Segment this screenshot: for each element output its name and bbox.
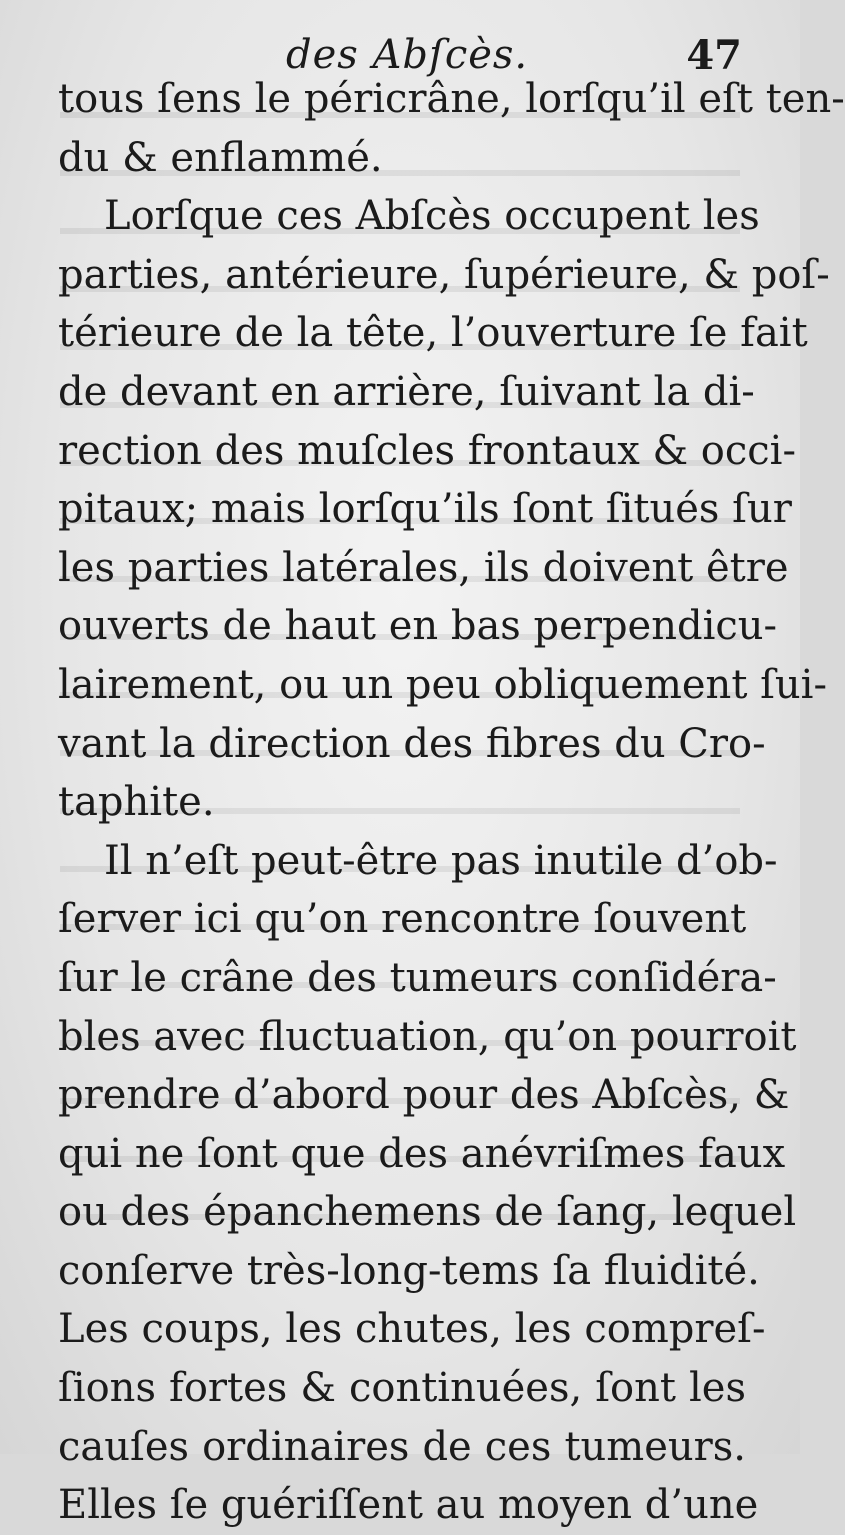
text-line: les parties latérales, ils doivent être <box>58 544 789 591</box>
text-line: rection des muſcles frontaux & occi- <box>58 427 796 474</box>
text-line: ouverts de haut en bas perpendicu- <box>58 603 778 650</box>
body-text <box>58 70 845 1535</box>
text-line: cauſes ordinaires de ces tumeurs. <box>58 1423 746 1470</box>
text-line: prendre d’abord pour des Abſcès, & <box>58 1072 790 1119</box>
text-line: de devant en arrière, ſuivant la di- <box>58 368 755 415</box>
text-line: taphite. <box>58 779 215 826</box>
text-line: conſerve très-long-tems ſa fluidité. <box>58 1247 760 1294</box>
text-line: lairement, ou un peu obliquement ſui- <box>58 661 827 708</box>
text-line: ſur le crâne des tumeurs conſidéra- <box>58 954 777 1001</box>
text-line: ou des épanchemens de ſang, lequel <box>58 1189 797 1236</box>
text-line: tous ſens le péricrâne, lorſqu’il eſt ten- <box>58 76 845 122</box>
text-line: Lorſque ces Abſcès occupent les <box>104 193 760 240</box>
text-line: térieure de la tête, l’ouverture ſe fait <box>58 310 808 357</box>
text-line: Elles ſe guériſſent au moyen d’une <box>58 1482 759 1529</box>
text-line: ſerver ici qu’on rencontre ſouvent <box>58 896 747 943</box>
text-line: Il n’eſt peut-être pas inutile d’ob- <box>104 837 778 884</box>
text-line: vant la direction des fibres du Cro- <box>58 720 766 767</box>
page-number: 47 <box>686 32 742 79</box>
text-line: du & enflammé. <box>58 134 383 181</box>
text-line: Les coups, les chutes, les compreſ- <box>58 1306 766 1353</box>
text-line: ſions fortes & continuées, ſont les <box>58 1365 746 1412</box>
text-line: bles avec fluctuation, qu’on pourroit <box>58 1013 797 1060</box>
text-line: qui ne ſont que des anévriſmes faux <box>58 1130 786 1177</box>
text-line: pitaux; mais lorſqu’ils ſont ſitués ſur <box>58 486 792 533</box>
running-head: des Abſcès. <box>286 32 529 78</box>
text-line: parties, antérieure, ſupérieure, & poſ- <box>58 251 830 298</box>
